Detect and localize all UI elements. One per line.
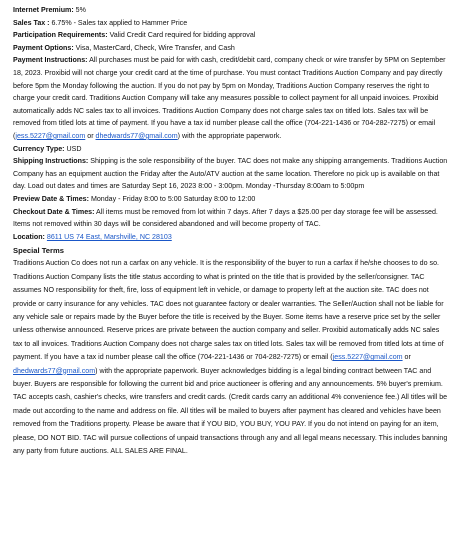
internet-premium-label: Internet Premium:	[13, 6, 74, 14]
sales-tax-label: Sales Tax :	[13, 18, 50, 27]
shipping-row	[13, 155, 449, 193]
participation-row	[13, 29, 449, 42]
shipping-value: Shipping is the sole responsibility of the buyer. TAC does not make any shipping arrangements. Traditions Auction Company has an equipment auction the Friday after the Auto/ATV auction at the same location. Therefore no pick up is available on that day. Load out dates and times are Saturday Sept 16, 2023 8:00 - 3:00pm. Monday -Thursday 8:00am to 5:00pm	[13, 157, 448, 191]
payment-options-value: Visa, MasterCard, Check, Wire Transfer, and Cash	[73, 43, 235, 52]
email-link-jess[interactable]: jess.5227@gmail.com	[15, 131, 86, 140]
preview-label: Preview Date & Times:	[13, 194, 89, 203]
payment-instructions-text: All purchases must be paid for with cash, credit/debit card, company check or wire transfer by 5PM on September 18, 2023. Proxibid will not charge your credit card at the time of purchase. You must contact Traditions Auction Company and pay directly before 5pm the Monday following the auction. If you do not pay by 5pm on Monday, Traditions Auction Company reserves the right to charge your credit card. Traditions Auction Company will take any measures possible to collect payment for all unpaid invoices. Proxibid automatically adds NC sales tax to all invoices. Traditions Auction Company does not charge sales tax on titled lots. Sales tax will be removed from titled lots at time of payment. If you have a tax id number please call the office (704-221-1436 or 704-282-7275) or email (	[13, 56, 446, 140]
special-terms-text: Traditions Auction Co does not run a carfax on any vehicle. It is the responsibility of the buyer to run a carfax if he/she chooses to do so. Traditions Auction Company lists the title status according to what is printed on the title that is provided by the seller/consigner. TAC assumes NO responsibility for theft, fire, loss of equipment left in vehicle, or damage to property left at the auction site. TAC does not provide or carry insurance for any vehicles. TAC does not guarantee factory or dealer warranties. The Seller/Auction shall not be liable for any vehicle sale or repairs made by the Buyer before the title is received by the Buyer. Some items have a reserve price set by the seller unless otherwise announced. Reserve prices are private between the auction company and seller. Proxibid automatically adds NC sales tax to all invoices. Traditions Auction Company does not charge sales tax on titled lots. Sales tax will be removed from titled lots at time of payment. If you have a tax id number please call the office (704-221-1436 or 704-282-7275) or email (	[13, 259, 444, 362]
checkout-row	[13, 206, 449, 231]
preview-row	[13, 193, 449, 206]
location-label: Location:	[13, 232, 45, 241]
participation-value: Valid Credit Card required for bidding approval	[107, 31, 256, 40]
checkout-value: All items must be removed from lot within 7 days. After 7 days a $25.00 per day storage fee will be assessed. Items not removed within 30 days will be considered abandoned and will become property of TAC.	[13, 207, 438, 229]
special-terms-title: Special Terms	[13, 246, 64, 256]
location-address-link[interactable]: 8611 US 74 East, Marshville, NC 28103	[46, 232, 172, 241]
sales-tax-row	[13, 17, 449, 30]
special-terms-or: or	[402, 353, 411, 362]
special-terms-paragraph	[13, 257, 449, 458]
currency-row	[13, 143, 449, 156]
payment-options-label: Payment Options:	[13, 43, 74, 52]
special-terms-email-link-jess[interactable]: jess.5227@gmail.com	[332, 353, 403, 362]
preview-value: Monday - Friday 8:00 to 5:00 Saturday 8:00 to 12:00	[88, 194, 256, 203]
special-terms-end: ) with the appropriate paperwork. Buyer acknowledges bidding is a legal binding contract between TAC and buyer. Buyers are responsible for following the current bid and price auctioneer is offering and any announcements. 5% buyer's premium. TAC accepts cash, cashier's checks, wire transfers and credit cards. (Credit cards carry an additional 4% convenience fee.) All titles will be made out according to the name and address on file. All titles will be mailed to buyers after payment has cleared and vehicles have been removed from the Traditions property. Please be aware that if YOU BID, YOU BUY, YOU PAY. If you do not intend on paying for an item, please, DO NOT BID. TAC will pursue collections of unpaid transactions through any and all legal means necessary. This includes banning any party from future auctions. ALL SALES ARE FINAL.	[13, 366, 448, 455]
sales-tax-value: 6.75% - Sales tax applied to Hammer Price	[49, 18, 188, 27]
internet-premium-row	[13, 4, 449, 17]
participation-label: Participation Requirements:	[13, 31, 108, 40]
special-terms-email-link-dhedwards[interactable]: dhedwards77@gmail.com	[13, 366, 96, 375]
payment-instructions-label: Payment Instructions:	[13, 56, 88, 65]
payment-instructions-or: or	[85, 131, 96, 140]
checkout-label: Checkout Date & Times:	[13, 207, 95, 216]
currency-label: Currency Type:	[13, 144, 65, 153]
currency-value: USD	[64, 144, 82, 153]
payment-instructions-row	[13, 54, 449, 142]
payment-options-row	[13, 42, 449, 55]
internet-premium-value: 5%	[73, 6, 86, 14]
email-link-dhedwards[interactable]: dhedwards77@gmail.com	[95, 131, 178, 140]
payment-instructions-end: ) with the appropriate paperwork.	[177, 131, 282, 140]
location-row	[13, 231, 449, 244]
shipping-label: Shipping Instructions:	[13, 157, 89, 166]
